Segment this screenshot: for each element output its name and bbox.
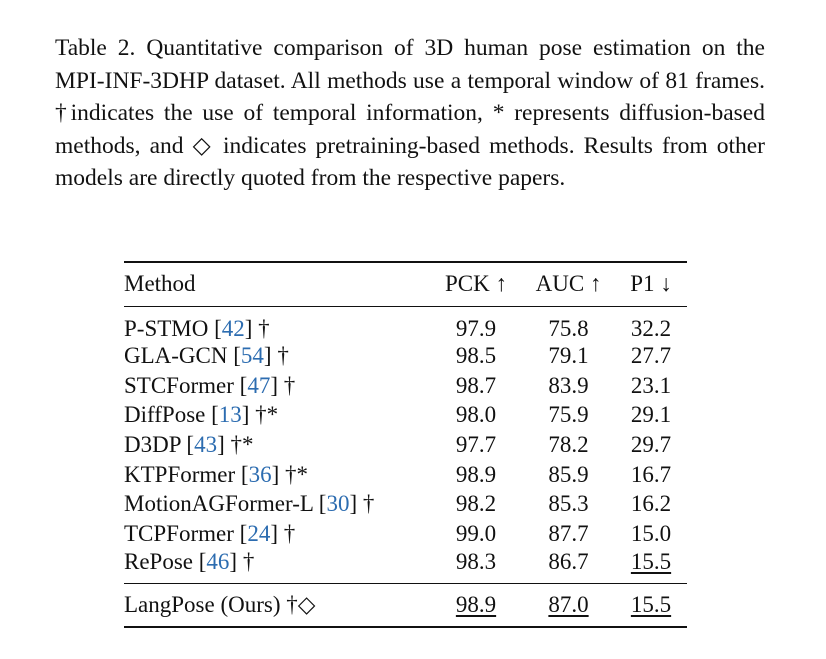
table-row xyxy=(124,430,687,460)
p1-value: 32.2 xyxy=(630,315,672,341)
method-suffix: ] †* xyxy=(271,461,308,487)
method-cell xyxy=(124,306,430,342)
ours-p1-value: 15.5 xyxy=(615,583,687,627)
method-cell xyxy=(124,371,430,401)
method-cell xyxy=(124,519,430,549)
p1-value: 29.1 xyxy=(630,402,672,428)
pck-value: 98.2 xyxy=(455,491,497,517)
pck-value-best: 99.0 xyxy=(455,520,497,546)
method-suffix: ] † xyxy=(263,343,289,369)
method-suffix: ] †* xyxy=(241,402,279,428)
table-row xyxy=(124,549,687,584)
table-row xyxy=(124,371,687,401)
citation-link[interactable]: 46 xyxy=(206,548,230,574)
pck-value: 97.9 xyxy=(455,315,497,341)
p1-value: 23.1 xyxy=(630,372,672,398)
pck-value: 98.0 xyxy=(455,402,497,428)
citation-link[interactable]: 43 xyxy=(194,432,218,458)
method-name: STCFormer [ xyxy=(124,372,248,398)
p1-value: 27.7 xyxy=(630,343,672,369)
citation-link[interactable]: 13 xyxy=(218,402,242,428)
ours-row xyxy=(124,583,687,627)
ours-auc-value: 87.0 xyxy=(522,583,615,627)
table-caption xyxy=(55,32,771,195)
pck-value: 98.5 xyxy=(455,343,497,369)
auc-value: 78.2 xyxy=(548,432,589,458)
method-suffix: ] † xyxy=(270,372,296,398)
citation-link[interactable]: 36 xyxy=(248,461,272,487)
method-name: DiffPose [ xyxy=(124,402,219,428)
table-row xyxy=(124,342,687,372)
p1-value: 16.7 xyxy=(630,461,672,487)
method-name: KTPFormer [ xyxy=(124,461,249,487)
caption-text: Quantitative comparison of 3D human pose estimation on the MPI-INF-3DHP dataset. All methods use a temporal window of 81 frames. †indicates the use of temporal information, * represents diffusion-based methods, and ◇ indicates pretraining-based methods. Results from other models are directly quoted from the respective papers. xyxy=(55,35,771,192)
auc-value: 86.7 xyxy=(548,548,589,574)
p1-value-second: 15.5 xyxy=(630,548,672,574)
method-suffix: ] †* xyxy=(217,432,254,458)
header-p1: P1 ↓ xyxy=(615,262,687,306)
auc-value-best: 87.7 xyxy=(548,520,589,546)
method-name: RePose [ xyxy=(124,548,207,574)
method-name: MotionAGFormer-L [ xyxy=(124,491,327,517)
method-name: TCPFormer [ xyxy=(124,520,248,546)
auc-value: 75.9 xyxy=(548,402,589,428)
method-cell xyxy=(124,342,430,372)
method-cell xyxy=(124,430,430,460)
table-row xyxy=(124,460,687,490)
header-pck: PCK ↑ xyxy=(430,262,522,306)
caption-label: Table 2. xyxy=(55,35,136,61)
auc-value: 85.3 xyxy=(548,491,589,517)
pck-value: 98.9 xyxy=(455,461,497,487)
p1-value: 29.7 xyxy=(630,432,672,458)
header-auc: AUC ↑ xyxy=(522,262,615,306)
method-suffix: ] † xyxy=(270,520,296,546)
header-method: Method xyxy=(124,262,430,306)
pck-value: 98.3 xyxy=(455,548,497,574)
auc-value: 75.8 xyxy=(548,315,589,341)
method-suffix: ] † xyxy=(244,315,270,341)
table-row xyxy=(124,306,687,342)
method-name: GLA-GCN [ xyxy=(124,343,241,369)
method-name: P-STMO [ xyxy=(124,315,222,341)
method-name: D3DP [ xyxy=(124,432,195,458)
table-row xyxy=(124,489,687,519)
method-suffix: ] † xyxy=(229,548,255,574)
ours-pck-value: 98.9 xyxy=(430,583,522,627)
citation-link[interactable]: 47 xyxy=(247,372,271,398)
citation-link[interactable]: 54 xyxy=(240,343,264,369)
table-row xyxy=(124,519,687,549)
p1-value-best: 15.0 xyxy=(630,520,672,546)
auc-value: 79.1 xyxy=(548,343,589,369)
method-cell xyxy=(124,489,430,519)
method-cell xyxy=(124,401,430,431)
citation-link[interactable]: 24 xyxy=(247,520,271,546)
method-suffix: ] † xyxy=(349,491,375,517)
citation-link[interactable]: 30 xyxy=(326,491,350,517)
header-row xyxy=(124,262,687,306)
auc-value: 85.9 xyxy=(548,461,589,487)
auc-value: 83.9 xyxy=(548,372,589,398)
p1-value: 16.2 xyxy=(630,491,672,517)
method-cell xyxy=(124,549,430,584)
citation-link[interactable]: 42 xyxy=(221,315,245,341)
method-cell xyxy=(124,460,430,490)
pck-value: 98.7 xyxy=(455,372,497,398)
ours-method-name: LangPose (Ours) †◇ xyxy=(124,583,430,627)
pck-value: 97.7 xyxy=(455,432,497,458)
results-table xyxy=(124,261,687,628)
table-row xyxy=(124,401,687,431)
